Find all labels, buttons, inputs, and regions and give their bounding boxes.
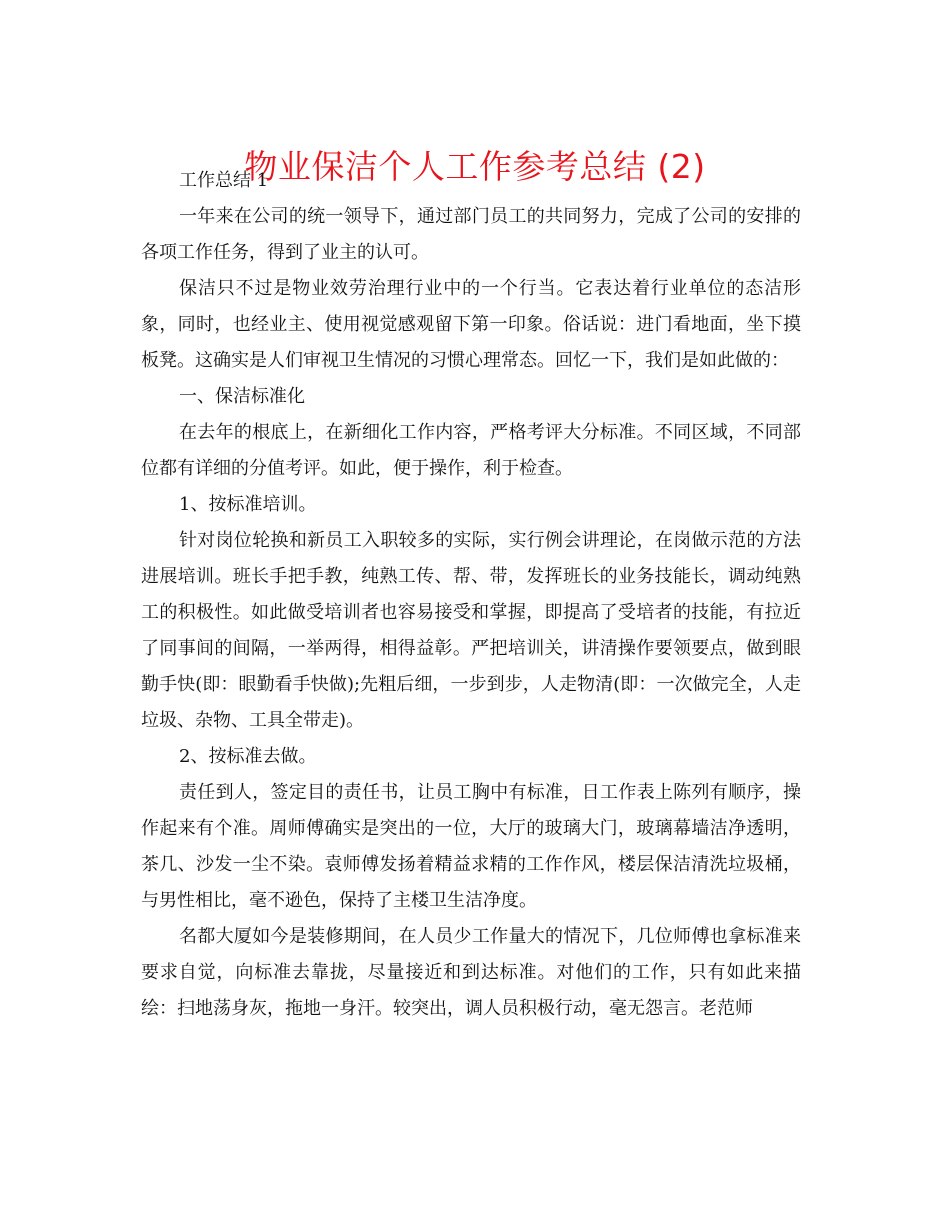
paragraph: 名都大厦如今是装修期间，在人员少工作量大的情况下，几位师傅也拿标准来要求自觉，向标准去靠拢，尽量接近和到达标准。对他们的工作，只有如此来描绘：扫地荡身灰，拖地一身汗。较突出，调人员积极行动，毫无怨言。老范师: [141, 926, 801, 1019]
paragraph-heading-summary-1: 工作总结 1: [179, 170, 269, 191]
paragraph: 责任到人，签定目的责任书，让员工胸中有标准，日工作表上陈列有顺序，操作起来有个准。周师傅确实是突出的一位，大厅的玻璃大门，玻璃幕墙洁净透明，茶几、沙发一尘不染。袁师傅发扬着精益求精的工作作风，楼层保洁清洗垃圾桶，与男性相比，毫不逊色，保持了主楼卫生洁净度。: [141, 782, 801, 911]
subsection-heading: 1、按标准培训。: [179, 494, 317, 515]
document-title: 物业保洁个人工作参考总结 (2): [244, 147, 706, 187]
paragraph: 在去年的根底上，在新细化工作内容，严格考评大分标准。不同区域，不同部位都有详细的分值考评。如此，便于操作，利于检查。: [141, 422, 801, 479]
paragraph: 保洁只不过是物业效劳治理行业中的一个行当。它表达着行业单位的态洁形象，同时，也经业主、使用视觉感观留下第一印象。俗话说：进门看地面，坐下摸板凳。这确实是人们审视卫生情况的习惯心理常态。回忆一下，我们是如此做的：: [141, 278, 801, 371]
document-body: [141, 163, 801, 1027]
subsection-heading: 2、按标准去做。: [179, 746, 317, 767]
paragraph: 一年来在公司的统一领导下，通过部门员工的共同努力，完成了公司的安排的各项工作任务，得到了业主的认可。: [141, 206, 801, 263]
section-heading: 一、保洁标准化: [179, 386, 305, 407]
paragraph: 针对岗位轮换和新员工入职较多的实际，实行例会讲理论，在岗做示范的方法进展培训。班长手把手教，纯熟工传、帮、带，发挥班长的业务技能长，调动纯熟工的积极性。如此做受培训者也容易接受和掌握，即提高了受培者的技能，有拉近了同事间的间隔，一举两得，相得益彰。严把培训关，讲清操作要领要点，做到眼勤手快(即：眼勤看手快做);先粗后细，一步到步，人走物清(即：一次做完全，人走垃圾、杂物、工具全带走)。: [141, 530, 801, 731]
